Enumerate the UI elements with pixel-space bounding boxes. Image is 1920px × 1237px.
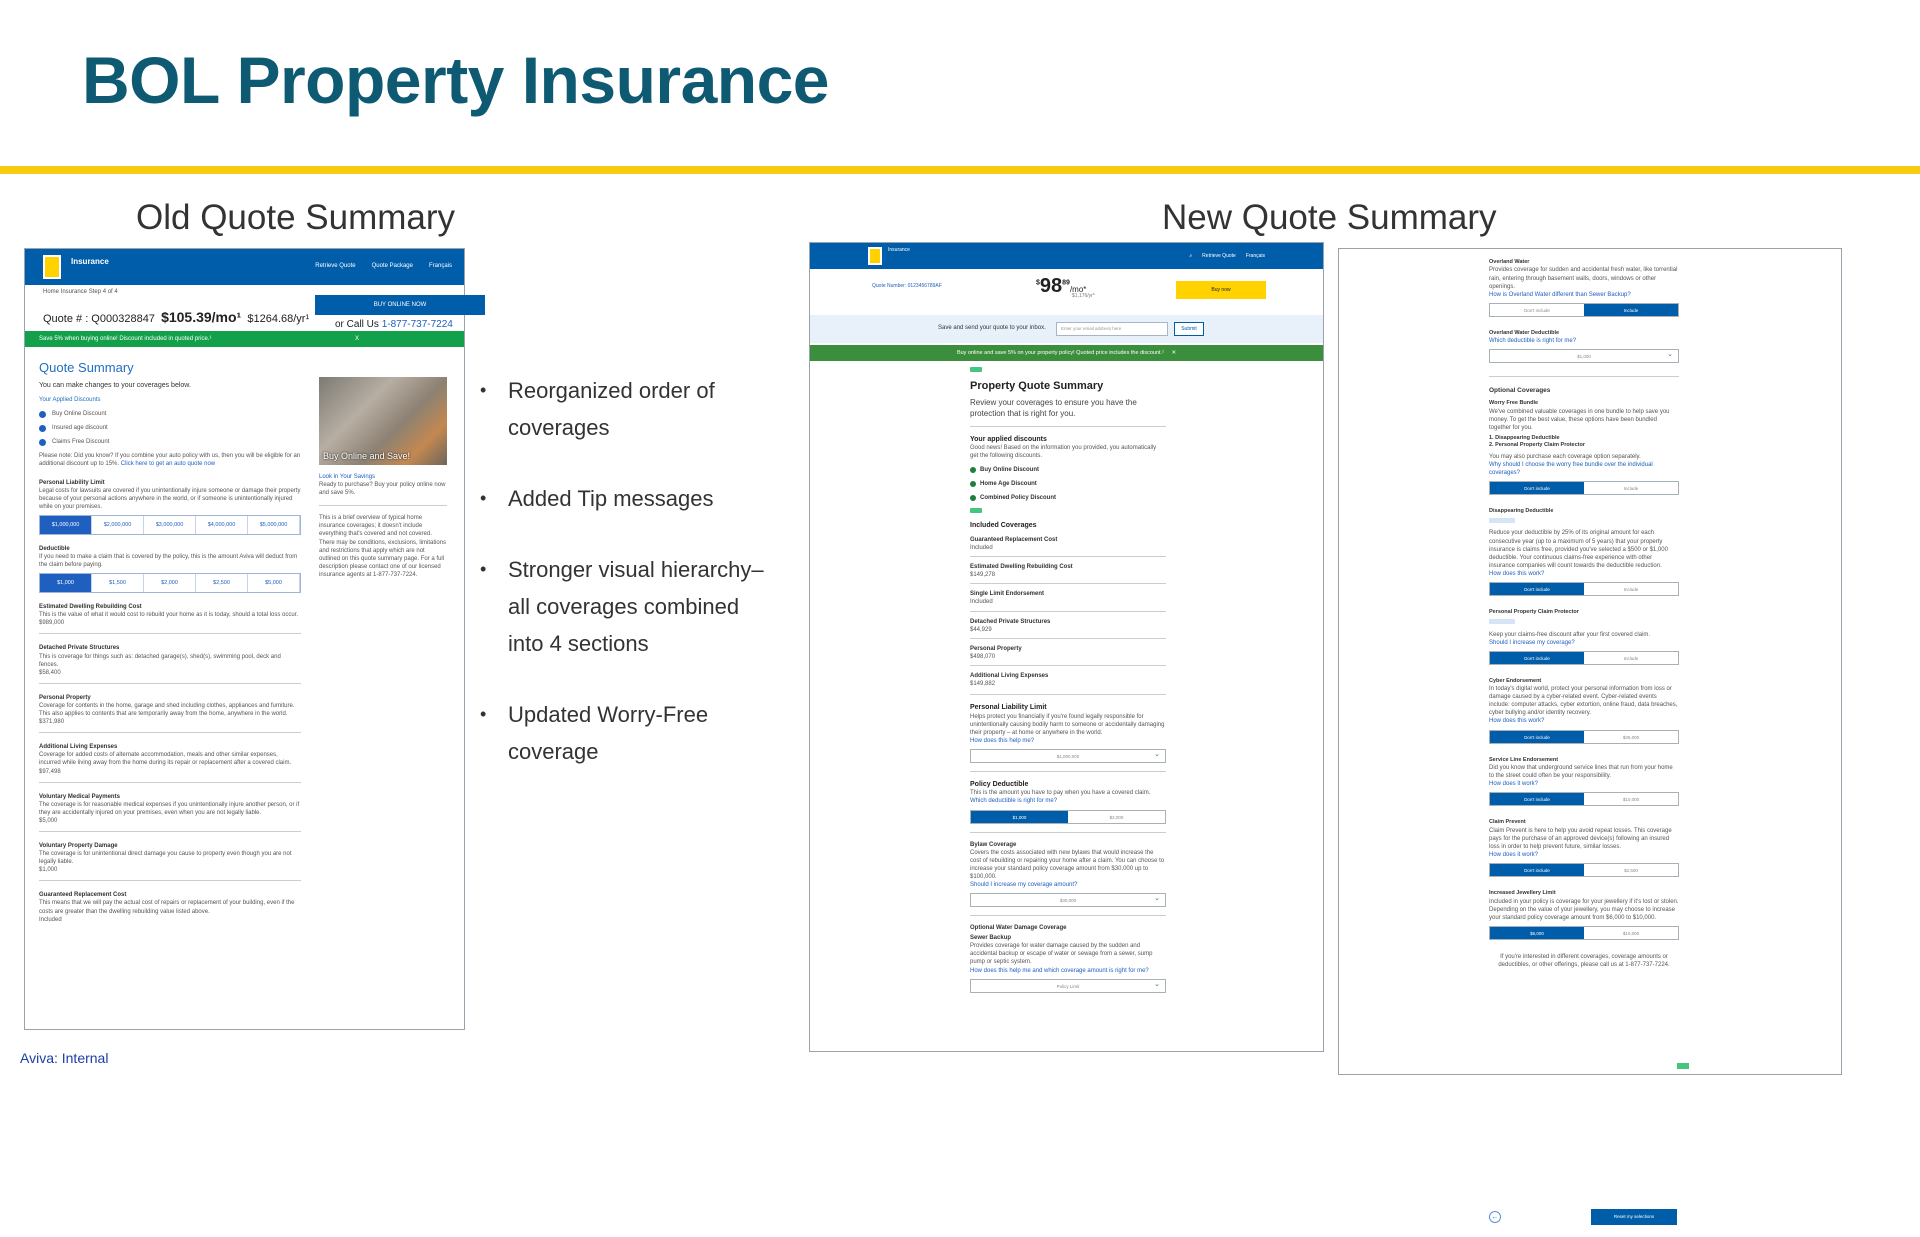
old-discount-item — [39, 410, 301, 418]
cyber-block — [1489, 678, 1679, 744]
new-banner-text: Buy online and save 5% on your property policy! Quoted price includes the discount.¹ — [956, 350, 1164, 356]
included-item-value: $44,929 — [970, 626, 992, 633]
cyber-title: Cyber Endorsement — [1489, 677, 1542, 684]
old-coverage-block — [39, 743, 301, 782]
new-summary-subtitle: Review your coverages to ensure you have the protection that is right for you. — [970, 397, 1137, 418]
claim-prevent-title: Claim Prevent — [1489, 819, 1526, 826]
price-cents: 89 — [1062, 279, 1070, 287]
old-tip-text: Ready to purchase? Buy your policy online now and save 5%. — [319, 482, 446, 497]
claim-protector-desc: Keep your claims-free discount after your first covered claim. — [1489, 631, 1651, 638]
overland-deductible-dropdown[interactable]: $1,000 ⌄ — [1489, 349, 1679, 363]
old-banner-close[interactable]: X — [355, 336, 360, 342]
new-price: $^{\$}98^{89}/mo*$ — [1036, 275, 1087, 297]
service-line-help[interactable]: How does it work? — [1489, 781, 1539, 788]
worry-free-list-item: 1. Disappearing Deductible — [1489, 434, 1560, 441]
divider — [970, 638, 1166, 639]
divider — [39, 683, 301, 684]
tip-chip — [970, 367, 982, 372]
new-discount-label: Buy Online Discount — [980, 467, 1040, 474]
new-deductible-title: Policy Deductible — [970, 780, 1029, 788]
disappearing-desc: Reduce your deductible by 25% of its original amount for each consecutive year (up to a maximum of 5 years) that your property insurance is claims free, provided you've selected a $500 or $1,000 deductible. Your continuous claims-free experience with other insurance companies will count towards the deductible reduction. — [1489, 530, 1668, 569]
worry-free-tag — [1489, 619, 1515, 624]
old-coverage-value: $58,400 — [39, 669, 61, 676]
liability-dropdown[interactable]: $1,000,000 ⌄ — [970, 749, 1166, 763]
old-tip-title[interactable]: Look in Your Savings — [319, 474, 376, 480]
claim-protector-help[interactable]: Should I increase my coverage? — [1489, 639, 1575, 646]
change-bullets — [480, 372, 780, 804]
bullet-text: Updated Worry-Free coverage — [508, 702, 709, 764]
old-yearly-price: $1264.68/yr¹ — [247, 313, 310, 325]
service-line-toggle — [1489, 792, 1679, 806]
footer-actions — [1489, 1207, 1679, 1237]
contact-note: If you're interested in different coverages, coverage amounts or deductibles, or other offerings, please call us at 1-877-737-7224. — [1498, 953, 1670, 968]
old-liability-desc: Legal costs for lawsuits are covered if you unintentionally injure someone or damage their property because of your personal actions anywhere in the world, or if someone is unintentionally injured while on your premises. — [39, 487, 301, 510]
included-item-label: Detached Private Structures — [970, 618, 1051, 625]
old-quote-number: Quote # : Q000328847 — [43, 313, 155, 325]
included-item-label: Additional Living Expenses — [970, 672, 1049, 679]
new-main-column — [970, 367, 1166, 993]
deductible-toggle — [970, 810, 1166, 824]
bullet-item — [480, 480, 780, 517]
bullet-item — [480, 551, 780, 662]
divider — [39, 831, 301, 832]
new-header-bar — [810, 243, 1323, 269]
old-quote-line — [43, 309, 309, 325]
old-discount-item — [39, 438, 301, 446]
toggle-option[interactable]: Don't include — [1490, 793, 1584, 805]
included-item-value: $149,278 — [970, 572, 996, 579]
old-coverage-desc: The coverage is for reasonable medical expenses if you unintentionally injure another person, or if they are accidentally injured on your premises, even when you are not legally liable. — [39, 801, 300, 816]
divider — [39, 782, 301, 783]
old-call-number[interactable]: 1-877-737-7224 — [381, 319, 453, 330]
bullet-text: Stronger visual hierarchy– all coverages combined into 4 sections — [508, 557, 764, 656]
new-quote-screenshot — [809, 242, 1324, 1052]
toggle-option[interactable]: $6,000 — [1490, 927, 1584, 939]
bullet-dot-icon: • — [480, 488, 487, 508]
old-summary-title: Quote Summary — [39, 360, 134, 375]
toggle-option[interactable]: $10,000 — [1622, 797, 1640, 803]
save-quote-prompt: Save and send your quote to your inbox. — [938, 325, 1046, 331]
old-main-column — [39, 359, 301, 924]
price-suffix: /mo* — [1069, 285, 1087, 294]
included-item-value: $149,882 — [970, 681, 996, 687]
included-item — [970, 618, 1166, 634]
included-item — [970, 672, 1166, 688]
toggle-option[interactable]: $25,000 — [1622, 734, 1640, 740]
new-liability-desc: Helps protect you financially if you're found legally responsible for unintentionally causing bodily harm to someone or accidentally damaging their property – at home or anywhere in the world. — [970, 713, 1165, 736]
old-liability-label: Personal Liability Limit — [39, 479, 105, 486]
back-arrow-icon[interactable]: ← — [1491, 1212, 1499, 1221]
old-discount-label: Claims Free Discount — [52, 439, 110, 446]
check-circle-icon — [970, 495, 976, 501]
old-coverage-desc: Coverage for contents in the home, garage and shed including clothes, appliances and furniture. This also applies to contents that are temporarily away from the home, anywhere in the world. — [39, 702, 295, 718]
jewellery-title: Increased Jewellery Limit — [1489, 890, 1556, 897]
reset-selections-button[interactable]: Reset my selections — [1591, 1209, 1677, 1225]
included-item-label: Personal Property — [970, 645, 1022, 652]
toggle-option[interactable]: Don't include — [1490, 731, 1584, 743]
included-item-value: $498,070 — [970, 653, 996, 660]
included-item-label: Guaranteed Replacement Cost — [970, 536, 1058, 543]
new-buy-button[interactable]: Buy now — [1176, 281, 1266, 299]
divider — [970, 694, 1166, 695]
old-coverage-title: Personal Property — [39, 694, 91, 701]
new-header-nav — [1189, 253, 1265, 259]
old-discounts-label: Your Applied Discounts — [39, 396, 101, 403]
overland-water-help[interactable]: How is Overland Water different than Sewer Backup? — [1489, 291, 1631, 298]
old-coverage-block — [39, 842, 301, 881]
overland-deductible-block — [1489, 330, 1679, 364]
bylaw-help[interactable]: Should I increase my coverage amount? — [970, 882, 1078, 888]
old-coverage-desc: The coverage is for unintentional direct damage you cause to property even though you are not legally liable. — [39, 851, 292, 866]
old-deductible-option[interactable]: $2,000 — [144, 574, 196, 592]
claim-prevent-toggle — [1489, 863, 1679, 877]
new-liability-title: Personal Liability Limit — [970, 704, 1047, 712]
new-header-brand: Insurance — [888, 247, 910, 253]
included-item — [970, 563, 1166, 579]
new-discount-label: Combined Policy Discount — [980, 495, 1057, 502]
jewellery-toggle — [1489, 926, 1679, 940]
toggle-option[interactable]: Include — [1584, 304, 1678, 316]
claim-prevent-help[interactable]: How does it work? — [1489, 851, 1539, 858]
old-coverage-value: $97,498 — [39, 768, 61, 775]
slide-title: BOL Property Insurance — [82, 43, 830, 117]
classification-footer: Aviva: Internal — [20, 1050, 109, 1066]
divider — [970, 915, 1166, 916]
divider — [970, 665, 1166, 666]
divider — [970, 556, 1166, 557]
toggle-option[interactable]: Don't include — [1524, 307, 1550, 313]
nav-quote-package[interactable]: Quote Package — [371, 263, 413, 269]
water-help[interactable]: How does this help me and which coverage amount is right for me? — [970, 967, 1149, 974]
check-circle-icon — [970, 481, 976, 487]
old-discount-note — [39, 452, 301, 468]
included-item-value: Included — [970, 599, 993, 606]
disappearing-help[interactable]: How does this work? — [1489, 570, 1545, 577]
old-breadcrumb: Home Insurance Step 4 of 4 — [43, 289, 118, 295]
old-liability-options — [39, 515, 301, 535]
toggle-option[interactable]: Don't include — [1490, 864, 1584, 876]
email-input[interactable]: Enter your email address here — [1056, 322, 1168, 336]
old-coverage-value: $5,000 — [39, 817, 58, 824]
old-deductible-option[interactable]: $2,500 — [196, 574, 248, 592]
old-coverage-block — [39, 603, 301, 634]
included-item — [970, 536, 1166, 552]
old-summary-subtitle: You can make changes to your coverages below. — [39, 381, 191, 389]
old-coverage-desc: This means that we will pay the actual cost of repairs or replacement of your building, even if the costs are greater than the dwelling rebuilding value listed above. — [39, 900, 295, 915]
worry-free-desc: We've combined valuable coverages in one bundle to help save you money. To get the best value, these options have been bundled together for you. — [1489, 408, 1670, 431]
old-header-brand: Insurance — [71, 257, 109, 266]
new-liability-help[interactable]: How does this help me? — [970, 737, 1035, 744]
old-coverage-block — [39, 793, 301, 832]
old-coverage-value: Included — [39, 916, 62, 923]
promo-image-caption: Buy Online and Save! — [323, 451, 411, 461]
old-coverage-title: Estimated Dwelling Rebuilding Cost — [39, 604, 142, 611]
worry-free-list-item: 2. Personal Property Claim Protector — [1489, 442, 1585, 449]
jewellery-desc: Included in your policy is coverage for your jewellery if it's lost or stolen. Depending on the value of your jewellery, you may choose to increase your standard policy coverage amount from $6,000 to $10,000. — [1489, 898, 1679, 921]
divider — [970, 426, 1166, 427]
old-liability-block — [39, 479, 301, 535]
divider — [1489, 376, 1679, 377]
nav-language[interactable]: Français — [1245, 253, 1265, 259]
cyber-help[interactable]: How does this work? — [1489, 718, 1545, 725]
old-coverage-title: Detached Private Structures — [39, 645, 120, 652]
divider — [970, 583, 1166, 584]
water-title: Optional Water Damage Coverage — [970, 925, 1067, 932]
deductible-option[interactable]: $2,000 — [1109, 814, 1124, 820]
old-deductible-options — [39, 573, 301, 593]
deductible-option[interactable]: $1,000 — [971, 811, 1068, 823]
toggle-option[interactable]: Include — [1623, 655, 1639, 661]
claim-prevent-desc: Claim Prevent is here to help you avoid repeat losses. This coverage pays for the purchase of an approved device(s) following an insured loss in order to help prevent future, similar losses. — [1489, 827, 1672, 850]
bullet-dot-icon: • — [480, 559, 487, 579]
water-subtitle: Sewer Backup — [970, 935, 1012, 942]
tip-chip — [970, 508, 982, 513]
nav-retrieve-quote[interactable]: Retrieve Quote — [1202, 253, 1236, 259]
included-coverages-title: Included Coverages — [970, 521, 1037, 529]
new-yearly-price: $1,176/yr* — [1072, 293, 1095, 299]
old-deductible-option[interactable]: $5,000 — [248, 574, 300, 592]
new-discount-item — [970, 494, 1166, 502]
old-liability-option[interactable]: $5,000,000 — [248, 516, 300, 534]
old-coverage-value: $371,980 — [39, 719, 65, 726]
old-coverage-block — [39, 891, 301, 923]
old-discount-note-text: Please note: Did you know? If you combine your auto policy with us, then you will be eligible for an additional discount up to 15%. — [39, 453, 301, 468]
divider — [39, 633, 301, 634]
old-coverage-block — [39, 644, 301, 683]
old-buy-button[interactable]: BUY ONLINE NOW — [315, 295, 485, 315]
old-coverage-desc: This is the value of what it would cost to rebuild your home as it is today, should a total loss occur. — [39, 612, 299, 619]
check-dot-icon — [39, 425, 46, 432]
chat-chip[interactable] — [1677, 1063, 1689, 1069]
worry-free-title: Worry Free Bundle — [1489, 400, 1539, 407]
old-coverage-title: Voluntary Property Damage — [39, 842, 118, 849]
old-overview-text: This is a brief overview of typical home insurance coverages; it doesn't include everything that's covered and not covered. There may be conditions, exclusions, limitations and restrictions that apply which are not outlined on this quote summary page. For a full description please contact one of our licensed insurance agents at 1-877-737-7224. — [319, 515, 447, 578]
old-green-banner — [25, 331, 464, 347]
included-item — [970, 590, 1166, 606]
old-auto-quote-link[interactable]: Click here to get an auto quote now — [120, 461, 216, 468]
included-item — [970, 645, 1166, 661]
old-side-panel — [319, 473, 447, 579]
save-quote-bar — [810, 315, 1323, 343]
old-liability-option[interactable]: $2,000,000 — [92, 516, 144, 534]
divider — [970, 611, 1166, 612]
old-discount-label: Insured age discount — [52, 425, 108, 432]
bullet-item — [480, 696, 780, 770]
old-deductible-label: Deductible — [39, 545, 70, 552]
old-discount-label: Buy Online Discount — [52, 411, 107, 418]
new-discount-label: Home Age Discount — [980, 481, 1037, 488]
service-line-title: Service Line Endorsement — [1489, 756, 1559, 763]
new-continued-column — [1489, 259, 1679, 969]
submit-button[interactable]: Submit — [1174, 322, 1204, 336]
old-coverage-title: Guaranteed Replacement Cost — [39, 892, 127, 899]
bullet-dot-icon: • — [480, 704, 487, 724]
disappearing-title: Disappearing Deductible — [1489, 507, 1554, 514]
search-icon: ⌕ — [1189, 253, 1193, 259]
new-summary-title: Property Quote Summary — [970, 380, 1104, 393]
cyber-desc: In today's digital world, protect your personal information from loss or damage caused by a cyber-related event. Cyber-related events include: computer attacks, cyber extortion, online fraud, data breaches, cyber bullying and/or identity recovery. — [1489, 686, 1678, 717]
old-coverage-value: $1,000 — [39, 867, 58, 874]
included-item-label: Single Limit Endorsement — [970, 591, 1045, 598]
bullet-text: Reorganized order of coverages — [508, 378, 715, 440]
overland-water-toggle — [1489, 303, 1679, 317]
bullet-dot-icon: • — [480, 380, 487, 400]
old-header-nav — [315, 263, 452, 269]
disappearing-deductible-block — [1489, 508, 1679, 596]
worry-free-tag — [1489, 518, 1515, 523]
old-coverage-desc: Coverage for added costs of alternate accommodation, meals and other similar expenses, incurred while living away from the home during its repair or replacement after a covered claim. — [39, 752, 292, 767]
toggle-option[interactable]: $2,500 — [1624, 868, 1638, 874]
old-liability-option[interactable]: $3,000,000 — [144, 516, 196, 534]
claim-protector-title: Personal Property Claim Protector — [1489, 608, 1579, 615]
old-coverage-title: Additional Living Expenses — [39, 744, 118, 751]
toggle-option[interactable]: Don't include — [1490, 583, 1584, 595]
overland-water-block — [1489, 259, 1679, 317]
bullet-item — [480, 372, 780, 446]
claim-prevent-block — [1489, 819, 1679, 877]
worry-free-help[interactable]: Why should I choose the worry free bundle over the individual coverages? — [1489, 461, 1653, 476]
toggle-option[interactable]: Include — [1623, 485, 1639, 491]
check-dot-icon — [39, 439, 46, 446]
overland-water-title: Overland Water — [1489, 259, 1530, 265]
check-dot-icon — [39, 411, 46, 418]
check-circle-icon — [970, 467, 976, 473]
claim-protector-toggle — [1489, 651, 1679, 665]
bylaw-desc: Covers the costs associated with new bylaws that would increase the cost of rebuilding or repairing your home after a claim. You can choose to increase your standard policy coverage amount from $30,000 up to $100,000. — [970, 849, 1165, 880]
old-coverage-value: $989,000 — [39, 620, 65, 627]
divider — [39, 880, 301, 881]
new-section-heading: New Quote Summary — [1162, 198, 1497, 237]
new-discounts-desc: Good news! Based on the information you provided, you automatically get the following discounts. — [970, 444, 1157, 460]
bank-logo-icon — [43, 255, 61, 279]
close-icon[interactable]: ✕ — [1171, 350, 1177, 356]
service-line-desc: Did you know that underground service lines that run from your home to the street could often be your responsibility. — [1489, 765, 1673, 780]
divider — [970, 771, 1166, 772]
new-deductible-help[interactable]: Which deductible is right for me? — [970, 798, 1058, 805]
water-dropdown[interactable]: Policy Limit ⌄ — [970, 979, 1166, 993]
old-deductible-desc: If you need to make a claim that is covered by the policy, this is the amount Aviva will deduct from the claim before paying. — [39, 554, 298, 569]
new-quote-number: Quote Number: 0123456789AF — [872, 283, 942, 289]
toggle-option[interactable]: $10,000 — [1622, 930, 1640, 936]
old-liability-option[interactable]: $1,000,000 — [40, 516, 92, 534]
price-dollars: 98 — [1039, 275, 1063, 297]
old-header-bar — [25, 249, 464, 285]
disappearing-toggle — [1489, 582, 1679, 596]
optional-coverages-title: Optional Coverages — [1489, 387, 1551, 395]
accent-bar — [0, 166, 1920, 174]
worry-free-toggle — [1489, 481, 1679, 495]
new-quote-screenshot-continued — [1338, 248, 1842, 1221]
buy-online-promo-image — [319, 377, 447, 465]
old-discount-item — [39, 424, 301, 432]
old-call-prefix: or Call Us — [335, 319, 379, 330]
new-discount-item — [970, 480, 1166, 488]
old-deductible-block — [39, 545, 301, 593]
cyber-toggle — [1489, 730, 1679, 744]
divider — [970, 832, 1166, 833]
included-item-label: Estimated Dwelling Rebuilding Cost — [970, 564, 1073, 571]
new-deductible-desc: This is the amount you have to pay when you have a covered claim. — [970, 790, 1151, 797]
new-green-banner — [810, 345, 1323, 361]
old-deductible-option[interactable]: $1,500 — [92, 574, 144, 592]
divider — [319, 505, 447, 506]
toggle-option[interactable]: Include — [1623, 586, 1639, 592]
old-deductible-option[interactable]: $1,000 — [40, 574, 92, 592]
optional-coverages-block — [1489, 387, 1679, 495]
old-section-heading: Old Quote Summary — [136, 198, 455, 237]
nav-language[interactable]: Français — [428, 263, 452, 269]
bylaw-title: Bylaw Coverage — [970, 841, 1017, 848]
bullet-text: Added Tip messages — [508, 486, 714, 511]
water-desc: Provides coverage for water damage caused by the sudden and accidental backup or escape of water or sewage from a sewer, sump pump or septic system. — [970, 943, 1153, 966]
service-line-block — [1489, 757, 1679, 807]
overland-deductible-title: Overland Water Deductible — [1489, 329, 1560, 336]
overland-deductible-help[interactable]: Which deductible is right for me? — [1489, 338, 1577, 345]
toggle-option[interactable]: Don't include — [1490, 482, 1584, 494]
worry-free-note: You may also purchase each coverage option separately. — [1489, 453, 1641, 460]
old-call-line — [335, 319, 453, 330]
old-liability-option[interactable]: $4,000,000 — [196, 516, 248, 534]
jewellery-block — [1489, 890, 1679, 940]
old-monthly-price: $105.39/mo¹ — [161, 309, 242, 325]
old-coverage-desc: This is coverage for things such as: detached garage(s), shed(s), swimming pool, deck and fences. — [39, 653, 281, 668]
bylaw-dropdown[interactable]: $30,000 ⌄ — [970, 893, 1166, 907]
included-item-value: Included — [970, 545, 993, 552]
bank-logo-icon — [868, 247, 882, 265]
new-discount-item — [970, 466, 1166, 474]
divider — [39, 732, 301, 733]
old-quote-screenshot — [24, 248, 465, 1030]
new-discounts-title: Your applied discounts — [970, 435, 1047, 443]
old-banner-text: Save 5% when buying online! Discount included in quoted price.¹ — [39, 336, 212, 342]
nav-retrieve-quote[interactable]: Retrieve Quote — [315, 263, 356, 269]
overland-water-desc: Provides coverage for sudden and accidental fresh water, like torrential rain, entering through basement walls, doors, windows or other openings. — [1489, 267, 1678, 290]
old-coverage-title: Voluntary Medical Payments — [39, 793, 120, 800]
claim-protector-block — [1489, 609, 1679, 665]
toggle-option[interactable]: Don't include — [1490, 652, 1584, 664]
old-coverage-block — [39, 694, 301, 733]
